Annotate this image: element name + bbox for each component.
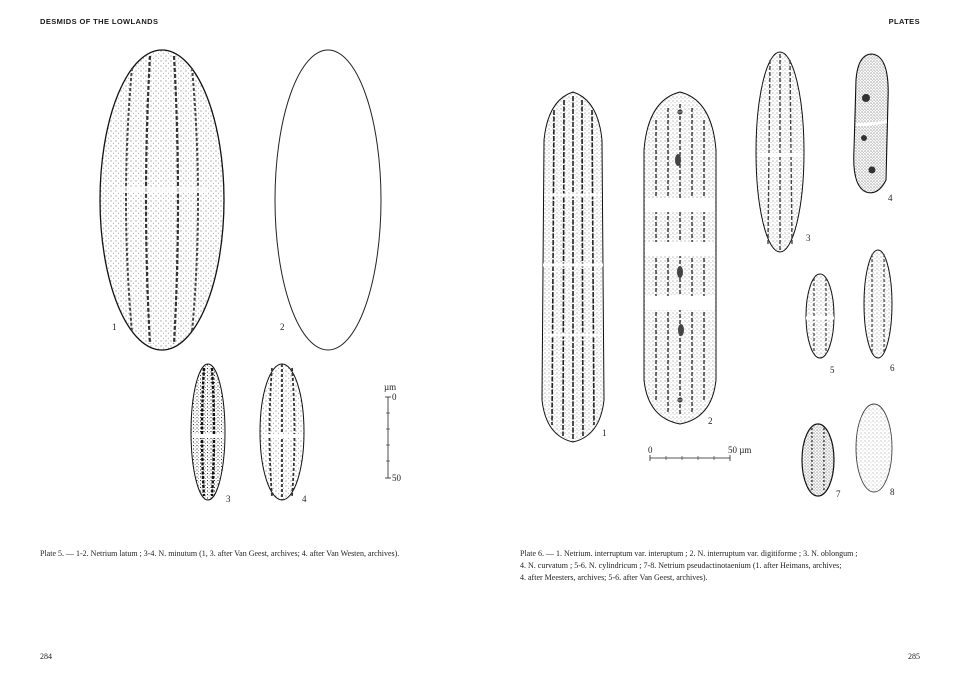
figure-7-netrium-pseudactinotaenium bbox=[802, 424, 834, 496]
right-page bbox=[480, 0, 960, 688]
figure-label-1: 1 bbox=[112, 322, 117, 332]
scale-bar-horizontal bbox=[650, 455, 730, 461]
scale-bar-vertical bbox=[385, 397, 391, 478]
running-head-right: PLATES bbox=[888, 17, 920, 26]
scale-tick-50: 50 bbox=[392, 473, 401, 483]
figure-label-2: 2 bbox=[280, 322, 285, 332]
figure-label-2: 2 bbox=[708, 416, 713, 426]
figure-6-netrium-cylindricum bbox=[864, 250, 892, 358]
plate-5-caption bbox=[40, 548, 460, 560]
figure-8-netrium-pseudactinotaenium bbox=[856, 404, 892, 492]
figure-label-3: 3 bbox=[806, 233, 811, 243]
page-number-right: 285 bbox=[908, 652, 920, 661]
figure-label-4: 4 bbox=[302, 494, 307, 504]
figure-label-6: 6 bbox=[890, 363, 895, 373]
scale-unit: µm bbox=[384, 382, 397, 392]
scale-tick-0: 0 bbox=[392, 392, 397, 402]
figure-label-8: 8 bbox=[890, 487, 895, 497]
caption-line-1: Plate 6. — 1. Netrium. interruptum var. interuptum ; 2. N. interruptum var. digitiforme ; 3. N. oblongum ; bbox=[520, 549, 858, 558]
figure-label-4: 4 bbox=[888, 193, 893, 203]
figure-1-netrium-latum bbox=[100, 50, 224, 350]
scale-tick-0: 0 bbox=[648, 445, 653, 455]
figure-2-outline bbox=[275, 50, 381, 350]
scale-tick-50: 50 µm bbox=[728, 445, 752, 455]
caption-text: Plate 5. — 1-2. Netrium latum ; 3-4. N. minutum (1, 3. after Van Geest, archives; 4. after Van Westen, archives). bbox=[40, 549, 400, 558]
caption-line-3: 4. after Meesters, archives; 5-6. after Van Geest, archives). bbox=[520, 573, 708, 582]
figure-4-netrium-curvatum bbox=[854, 54, 888, 193]
figure-3-netrium-oblongum bbox=[756, 52, 804, 252]
figure-2-netrium-interruptum-digitiforme bbox=[644, 92, 716, 424]
figure-5-netrium-cylindricum bbox=[806, 274, 834, 358]
figure-label-5: 5 bbox=[830, 365, 835, 375]
page-number-left: 284 bbox=[40, 652, 52, 661]
figure-1-netrium-interruptum bbox=[542, 92, 604, 442]
figure-4-netrium-minutum bbox=[260, 364, 304, 500]
plate-6-illustration bbox=[480, 0, 960, 688]
figure-label-3: 3 bbox=[226, 494, 231, 504]
caption-line-2: 4. N. curvatum ; 5-6. N. cylindricum ; 7-8. Netrium pseudactinotaenium (1. after Heimans, archives; bbox=[520, 561, 842, 570]
plate-6-caption bbox=[520, 548, 920, 584]
figure-label-7: 7 bbox=[836, 489, 841, 499]
running-head-left: DESMIDS OF THE LOWLANDS bbox=[40, 17, 159, 26]
figure-label-1: 1 bbox=[602, 428, 607, 438]
figure-3-netrium-minutum bbox=[191, 364, 225, 500]
